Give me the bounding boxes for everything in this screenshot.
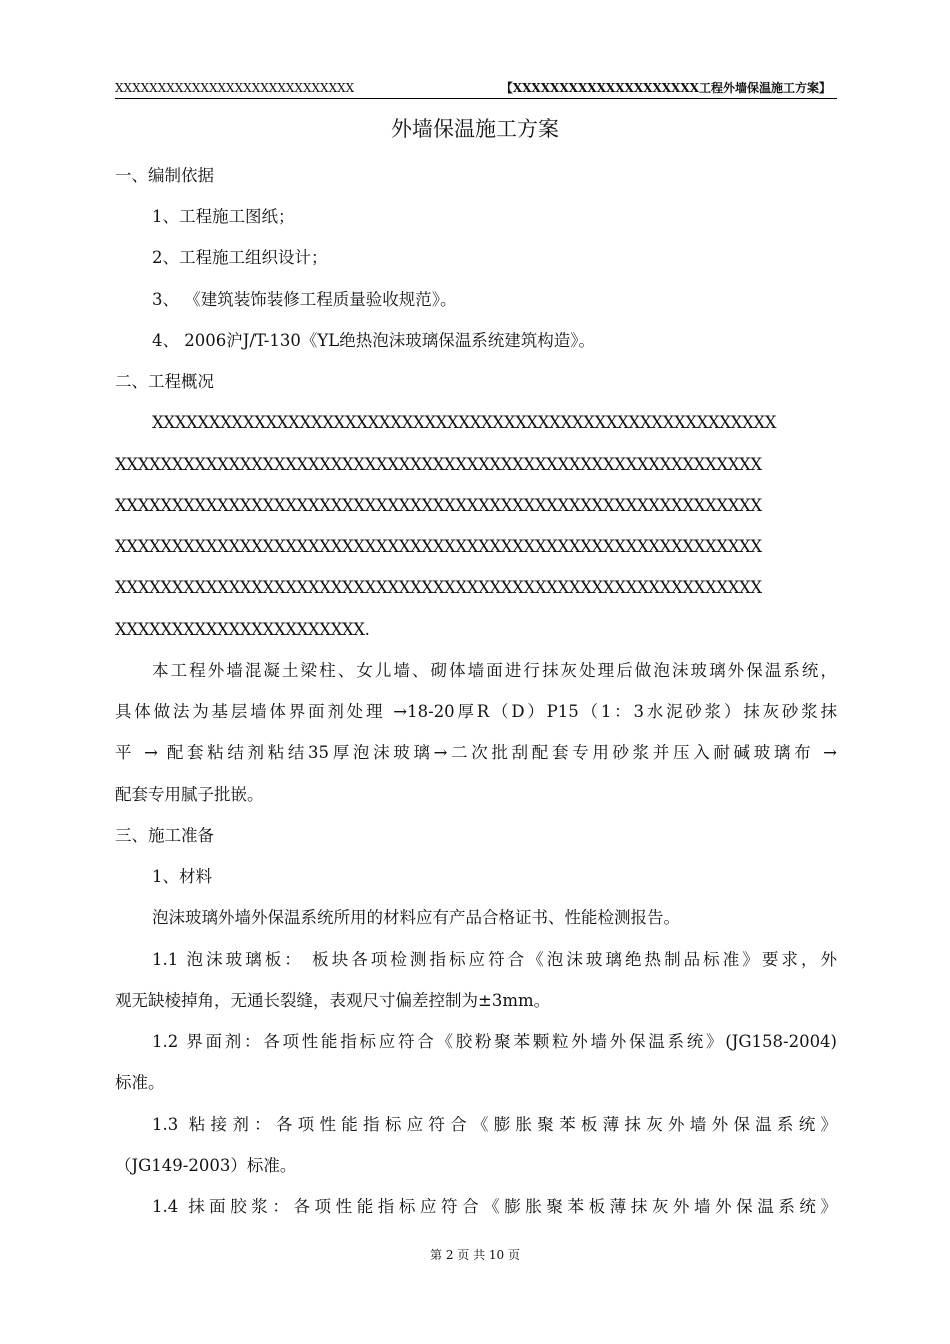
header-right-text: 【XXXXXXXXXXXXXXXXXXXX工程外墙保温施工方案】	[500, 81, 831, 95]
document-title: 外墙保温施工方案	[391, 117, 559, 141]
subheading-materials: 1、材料	[152, 867, 212, 886]
basis-item-2: 2、工程施工组织设计；	[152, 248, 328, 267]
page-header	[115, 78, 837, 99]
section-heading-preparation: 三、施工准备	[115, 826, 214, 845]
overview-placeholder-line-4: XXXXXXXXXXXXXXXXXXXXXXXXXXXXXXXXXXXXXXXXXXXXXXXXXXXXXXXXX	[115, 537, 762, 556]
overview-text-line-4: 配套专用腻子批嵌。	[115, 785, 264, 804]
overview-placeholder-line-2: XXXXXXXXXXXXXXXXXXXXXXXXXXXXXXXXXXXXXXXXXXXXXXXXXXXXXXXXX	[115, 455, 762, 474]
overview-placeholder-line-5: XXXXXXXXXXXXXXXXXXXXXXXXXXXXXXXXXXXXXXXXXXXXXXXXXXXXXXXXX	[115, 578, 762, 597]
item-1-3-line-2: （JG149-2003）标准。	[115, 1156, 297, 1175]
section-heading-basis: 一、编制依据	[115, 166, 214, 185]
overview-placeholder-line-1: XXXXXXXXXXXXXXXXXXXXXXXXXXXXXXXXXXXXXXXXXXXXXXXXXXXXXXX	[152, 413, 777, 432]
materials-intro: 泡沫玻璃外墙外保温系统所用的材料应有产品合格证书、性能检测报告。	[152, 908, 680, 927]
section-heading-overview: 二、工程概况	[115, 372, 214, 391]
overview-text-line-3: 平 → 配套粘结剂粘结35厚泡沫玻璃→二次批刮配套专用砂浆并压入耐碱玻璃布 →	[115, 743, 837, 762]
item-1-3-line-1: 1.3 粘接剂：各项性能指标应符合《膨胀聚苯板薄抹灰外墙外保温系统》	[152, 1115, 837, 1134]
overview-text-line-1: 本工程外墙混凝土梁柱、女儿墙、砌体墙面进行抹灰处理后做泡沫玻璃外保温系统，	[152, 661, 837, 680]
item-1-1-line-2: 观无缺棱掉角，无通长裂缝，表观尺寸偏差控制为±3mm。	[115, 991, 551, 1010]
basis-item-4: 4、 2006沪J/T-130《YL绝热泡沫玻璃保温系统建筑构造》。	[152, 331, 595, 350]
overview-placeholder-line-6: XXXXXXXXXXXXXXXXXXXXXX.	[115, 620, 370, 639]
item-1-2-line-1: 1.2 界面剂：各项性能指标应符合《胶粉聚苯颗粒外墙外保温系统》(JG158-2004)	[152, 1032, 837, 1051]
overview-placeholder-line-3: XXXXXXXXXXXXXXXXXXXXXXXXXXXXXXXXXXXXXXXXXXXXXXXXXXXXXXXXX	[115, 496, 762, 515]
overview-text-line-2: 具体做法为基层墙体界面剂处理 →18-20厚R（D）P15（1：3水泥砂浆）抹灰砂浆抹	[115, 702, 837, 721]
basis-item-1: 1、工程施工图纸；	[152, 207, 295, 226]
page-footer: 第 2 页 共 10 页	[430, 1248, 520, 1262]
item-1-4-line-1: 1.4 抹面胶浆：各项性能指标应符合《膨胀聚苯板薄抹灰外墙外保温系统》	[152, 1197, 837, 1216]
item-1-1-line-1: 1.1 泡沫玻璃板： 板块各项检测指标应符合《泡沫玻璃绝热制品标准》要求，外	[152, 950, 837, 969]
basis-item-3: 3、 《建筑装饰装修工程质量验收规范》。	[152, 290, 457, 309]
item-1-2-line-2: 标准。	[115, 1073, 165, 1092]
header-left-text: XXXXXXXXXXXXXXXXXXXXXXXXXXXX	[115, 81, 355, 95]
